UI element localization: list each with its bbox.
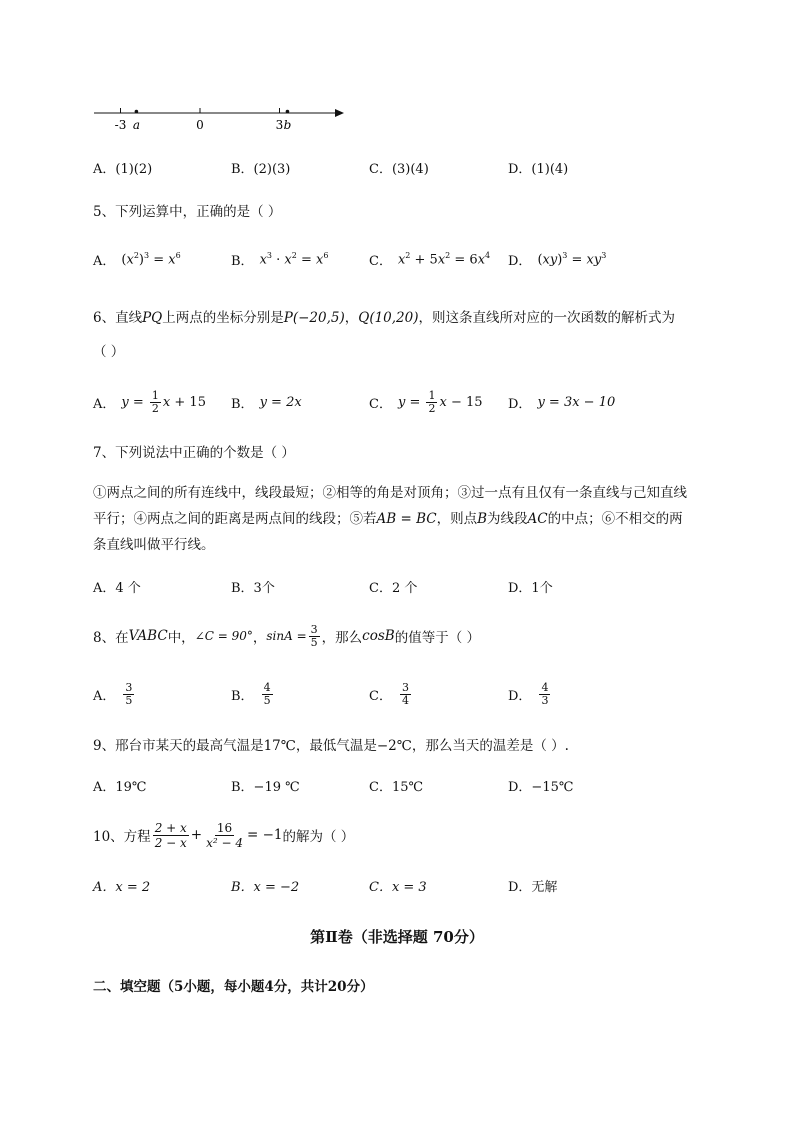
math-expression: $(xy)^3 = xy^3$: [537, 251, 607, 268]
q6-options: [93, 385, 733, 419]
q9-option-b[interactable]: B．−19 ℃: [231, 780, 300, 795]
fill-in-heading: 二、填空题（5小题，每小题4分，共计20分）: [93, 979, 374, 995]
q7-options: [93, 577, 733, 607]
q10-option-a[interactable]: A．x = 2: [93, 880, 151, 895]
number-line-tick-label: -3: [114, 118, 127, 132]
option-fraction: $\frac{3}{4}$: [401, 680, 409, 707]
option-letter: D．: [508, 254, 532, 269]
q9-options: [93, 776, 733, 806]
q8-option-d[interactable]: [508, 676, 552, 712]
q6-option-a[interactable]: [93, 385, 206, 419]
option-letter: B．: [231, 396, 254, 412]
section-title: 第Ⅱ卷（非选择题 70分）: [310, 928, 484, 946]
q10-stem: 10、方程 $\frac{2 + x}{2 - x}$ + $\frac{16}{\text{x² − 4}}$ = −1 的解为（ ）: [93, 820, 355, 850]
q7-option-a[interactable]: A．4 个: [93, 581, 141, 596]
number-line-point-label: a: [132, 118, 140, 132]
q6-option-c[interactable]: [369, 385, 483, 419]
q7-option-b[interactable]: B．3个: [231, 581, 275, 596]
q5-option-c[interactable]: [369, 250, 490, 269]
option-letter: D．: [508, 396, 532, 412]
q8-option-b[interactable]: [231, 676, 275, 712]
math-expression: y = 3x − 10: [537, 394, 616, 410]
q10-fraction-1: $\frac{2 + x}{2 - x}$: [154, 820, 187, 850]
option-letter: A．: [93, 396, 116, 412]
q7-statements: [93, 480, 723, 558]
q7-option-c[interactable]: C．2 个: [369, 581, 418, 596]
q10-option-d[interactable]: D．无解: [508, 880, 558, 895]
q7-stem: 7、下列说法中正确的个数是（ ）: [93, 445, 295, 461]
q4-option-d[interactable]: D．(1)(4): [508, 162, 569, 177]
q5-stem: 5、下列运算中，正确的是（ ）: [93, 204, 282, 220]
math-expression: y = $\frac{1}{2}$ x + 15: [121, 388, 206, 415]
math-expression: y = $\frac{1}{2}$ x − 15: [397, 388, 483, 415]
q9-stem: 9、邢台市某天的最高气温是17℃，最低气温是−2℃，那么当天的温差是（ ）.: [93, 738, 569, 754]
number-line-tick-label: 0: [196, 118, 204, 132]
math-expression: y = 2x: [259, 394, 302, 410]
q9-option-d[interactable]: D．−15℃: [508, 780, 574, 795]
q4-option-c[interactable]: C．(3)(4): [369, 162, 429, 177]
option-letter: C．: [369, 396, 392, 412]
q5-option-b[interactable]: [231, 250, 328, 269]
number-line-tick-label: 3: [275, 118, 284, 132]
q4-options: [93, 158, 733, 188]
q8-stem: 8、在 VABC 中， ∠C = 90° ， sinA = $\frac{3}{5}$ ，那么 cosB 的值等于（ ）: [93, 622, 480, 649]
number-line-point: [286, 110, 290, 114]
q5-options: [93, 250, 733, 280]
q6-stem: 6、直线PQ上两点的坐标分别是P(−20,5)，Q(10,20)，则这条直线所对应的一次函数的解析式为: [93, 310, 675, 326]
q6-answer-paren: （ ）: [93, 344, 125, 360]
option-fraction: $\frac{4}{5}$: [263, 680, 271, 707]
option-letter: B．: [231, 254, 254, 269]
q10-fraction-2: $\frac{16}{\text{x² − 4}}$: [206, 820, 243, 850]
option-letter: C．: [369, 254, 392, 269]
q7-statement-line-2: 平行；④两点之间的距离是两点间的线段；⑤若AB = BC，则点B为线段AC的中点；⑥不相交的两: [93, 511, 683, 527]
q6-option-b[interactable]: [231, 385, 302, 419]
q10-options: [93, 876, 733, 906]
q10-option-b[interactable]: B．x = −2: [231, 880, 300, 895]
sin-fraction: $\frac{3}{5}$: [310, 622, 318, 649]
option-letter: A．: [93, 688, 116, 704]
option-fraction: $\frac{4}{3}$: [541, 680, 549, 707]
option-letter: C．: [369, 688, 392, 704]
option-letter: A．: [93, 254, 116, 269]
number-line-point-label: b: [283, 118, 292, 132]
q8-option-a[interactable]: [93, 676, 136, 712]
q8-option-c[interactable]: [369, 676, 413, 712]
q7-statement-line-3: 条直线叫做平行线。: [93, 537, 215, 553]
option-letter: D．: [508, 688, 532, 704]
q7-statement-line-1: ①两点之间的所有连线中，线段最短；②相等的角是对顶角；③过一点有且仅有一条直线与己知直线: [93, 485, 687, 501]
q10-option-c[interactable]: C．x = 3: [369, 880, 427, 895]
math-expression: $x^2 + 5x^2 = 6x^4$: [397, 251, 491, 268]
q5-option-d[interactable]: [508, 250, 606, 269]
q8-options: [93, 676, 733, 712]
number-line: [90, 100, 350, 136]
q7-option-d[interactable]: D．1个: [508, 581, 553, 596]
q4-option-b[interactable]: B．(2)(3): [231, 162, 291, 177]
number-line-point: [135, 110, 139, 114]
q6-option-d[interactable]: [508, 385, 615, 419]
q4-option-a[interactable]: A．(1)(2): [93, 162, 153, 177]
q9-option-a[interactable]: A．19℃: [93, 780, 147, 795]
q5-option-a[interactable]: [93, 250, 181, 269]
q9-option-c[interactable]: C．15℃: [369, 780, 424, 795]
option-letter: B．: [231, 688, 254, 704]
option-fraction: $\frac{3}{5}$: [125, 680, 133, 707]
math-expression: $x^3 \cdot x^2 = x^6$: [259, 251, 329, 268]
math-expression: $(x^2)^3 = x^6$: [121, 251, 181, 268]
